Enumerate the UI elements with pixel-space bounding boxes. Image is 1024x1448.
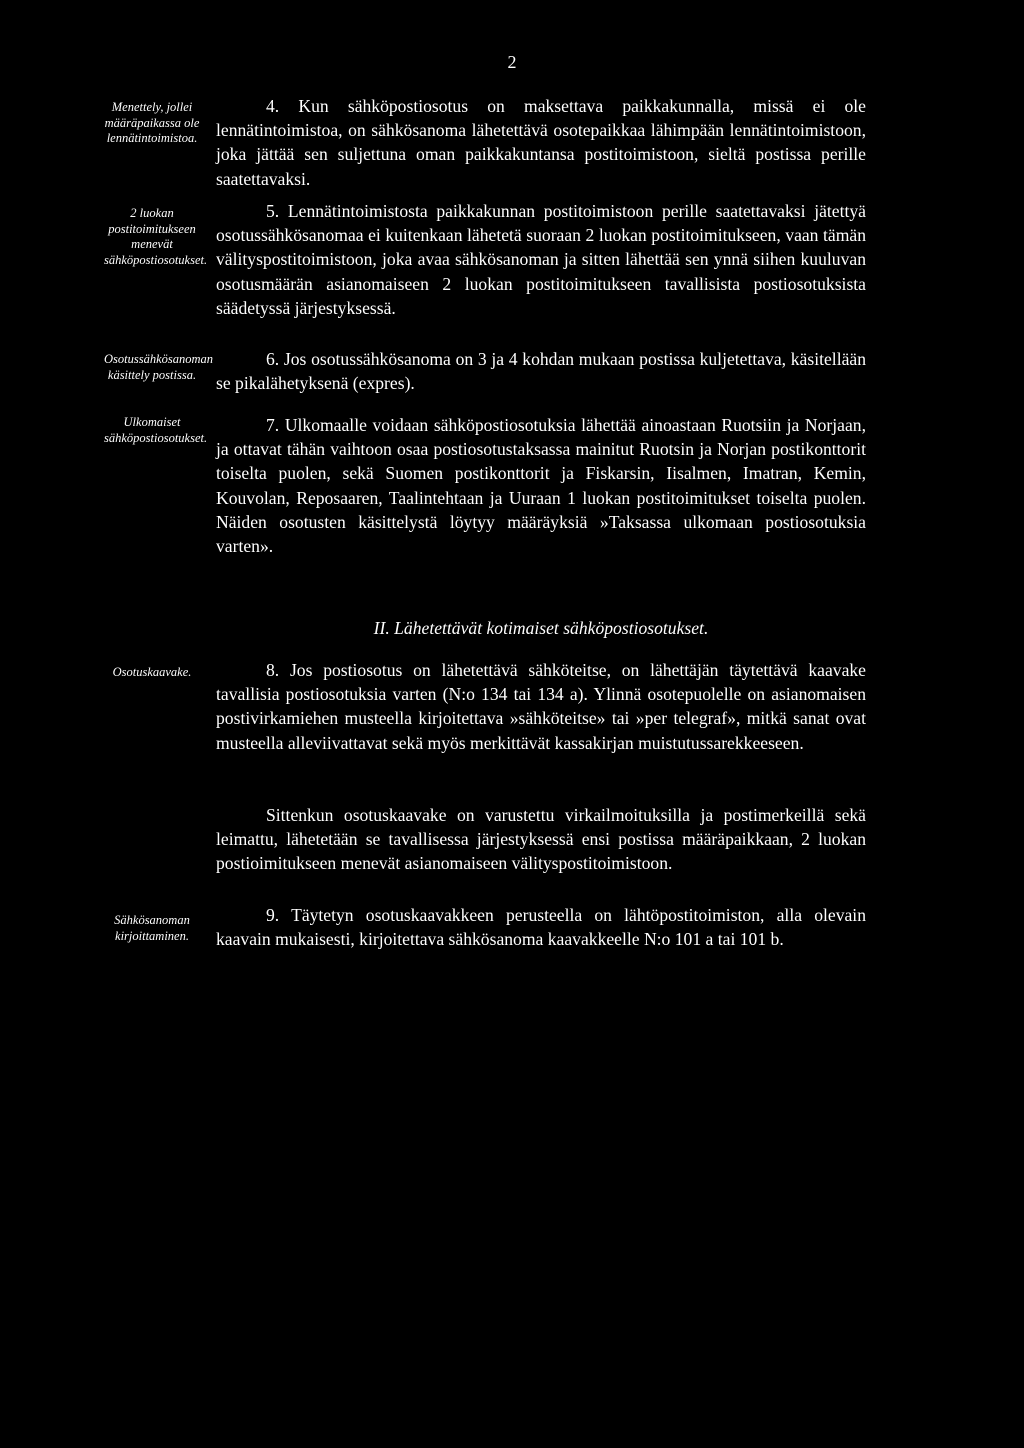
paragraph-6: 6. Jos osotussähkösanoma on 3 ja 4 kohdan mukaan postissa kuljetettava, käsitellään se pikalähetyksenä (expres). — [216, 349, 866, 394]
paragraph-8: 8. Jos postiosotus on lähetettävä sähköteitse, on lähettäjän täytettävä kaavake tavallisia postiosotuksia varten (N:o 134 tai 134 a). Ylinnä osotepuolelle on asianomaisen postivirkamiehen musteella kirjoitettava »sähköteitse» tai »per telegraf», mitkä sanat ovat musteella alleviivattavat sekä myös merkittävät kassakirjan muistutussarekkeeseen. — [216, 660, 866, 753]
margin-note-foreign: Ulkomaiset sähköpostiosotukset. — [104, 415, 208, 445]
paragraph-7: 7. Ulkomaalle voidaan sähköpostiosotuksia lähettää ainoastaan Ruotsiin ja Norjaan, ja ottavat tähän vaihtoon osaa postiosotustaksassa mainitut Ruotsin ja Norjan postikonttorit toiselta puolen, sekä Suomen postikonttorit ja Fiskarsin, Iisalmen, Imatran, Kemin, Kouvolan, Reposaaren, Taalintehtaan ja Uuraan 1 luokan postitoimitukset toiselta puolen. Näiden osotusten käsittelystä löytyy määräyksiä »Taksassa ulkomaan postiosotuksia varten». — [216, 415, 866, 557]
margin-note-form: Osotuskaavake. — [112, 665, 192, 679]
paragraph-5: 5. Lennätintoimistosta paikkakunnan postitoimistoon perille saatettavaksi jätettyä osotussähkösanomaa ei kuitenkaan lähetetä suoraan 2 luokan postitoimitukseen, vaan tämän välityspostitoimistoon, joka avaa sähkösanoman ja sitten lähettää sen ynnä siihen kuuluvan osotusmäärän asianomaiseen 2 luokan postitoimitukseen tavallisista postiosotuksista säädetyssä järjestyksessä. — [216, 201, 866, 318]
paragraph-4: 4. Kun sähköpostiosotus on maksettava paikkakunnalla, missä ei ole lennätintoimistoa, on sähkösanoma lähetettävä osotepaikkaa lähimpään lennätintoimistoon, joka jättää sen suljettuna oman paikkakuntansa postitoimistoon, sieltä postissa perille saatettavaksi. — [216, 96, 866, 189]
paragraph-9: 9. Täytetyn osotuskaavakkeen perusteella on lähtöpostitoimiston, alla olevain kaavain mukaisesti, kirjoitettava sähkösanoma kaavakkeelle N:o 101 a tai 101 b. — [216, 905, 866, 950]
paragraph-8-continued: Sittenkun osotuskaavake on varustettu virkailmoituksilla ja postimerkeillä sekä leimattu, lähetetään se tavallisessa järjestyksessä ensi postissa määräpaikkaan, 2 luokan postioimitukseen menevät asianomaiseen välityspostitoimistoon. — [216, 805, 866, 874]
margin-note-handling: Osotussähkösanoman käsittely postissa. — [104, 352, 214, 382]
margin-note-procedure: Menettely, jollei määräpaikassa ole lennätintoimistoa. — [104, 100, 200, 145]
margin-note-second-class: 2 luokan postitoimitukseen menevät sähköpostiosotukset. — [104, 206, 208, 267]
section-title: II. Lähetettävät kotimaiset sähköpostiosotukset. — [373, 618, 709, 638]
page-number: 2 — [507, 52, 517, 72]
margin-note-writing: Sähkösanoman kirjoittaminen. — [114, 913, 190, 943]
